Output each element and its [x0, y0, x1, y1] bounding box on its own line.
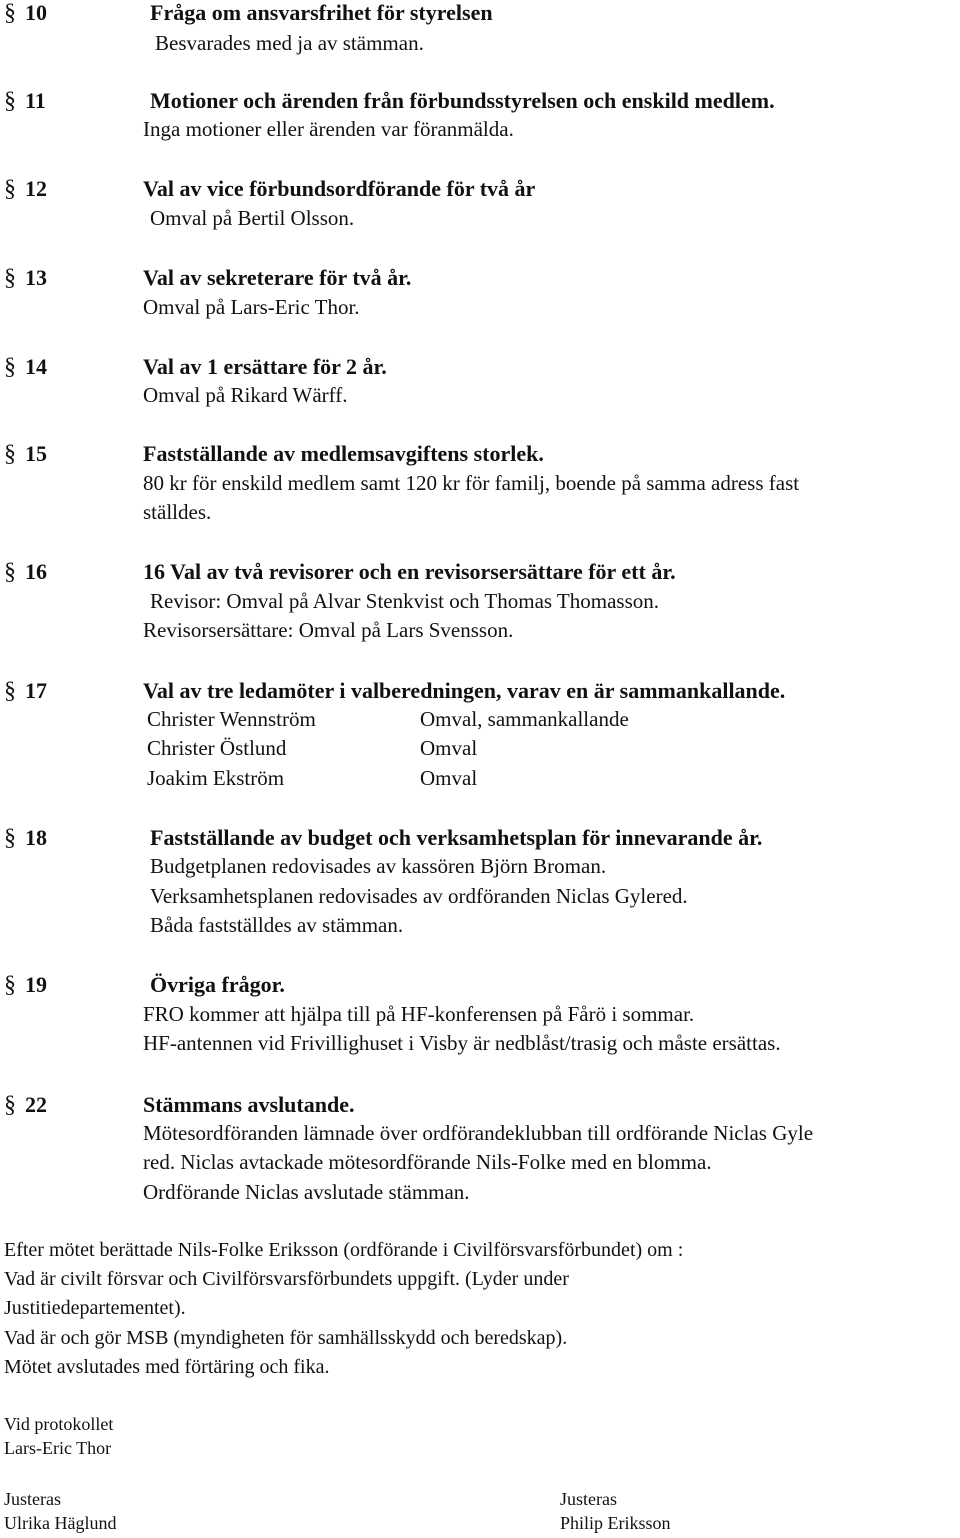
section-heading: Val av 1 ersättare för 2 år. — [143, 354, 387, 379]
closing-line: Justitiedepartementet). — [4, 1297, 186, 1319]
section-number: 10 — [25, 0, 47, 25]
section-number: 15 — [25, 441, 47, 466]
section-number: 17 — [25, 678, 47, 703]
section-heading: Stämmans avslutande. — [143, 1092, 355, 1117]
section-heading: Val av vice förbundsordförande för två år — [143, 176, 536, 201]
member-name: Christer Östlund — [147, 736, 287, 760]
section-text: Besvarades med ja av stämman. — [155, 31, 424, 55]
closing-line: Mötet avslutades med förtäring och fika. — [4, 1356, 330, 1378]
member-name: Christer Wennström — [147, 707, 316, 731]
member-result: Omval — [420, 766, 478, 790]
member-name: Joakim Ekström — [147, 766, 285, 790]
section-text: ställdes. — [143, 500, 212, 524]
section-heading: Val av tre ledamöter i valberedningen, varav en är sammankallande. — [143, 678, 786, 703]
section-heading: Övriga frågor. — [150, 972, 285, 997]
section-text: HF-antennen vid Frivillighuset i Visby är nedblåst/trasig och måste ersättas. — [143, 1031, 781, 1055]
section-text: Omval på Bertil Olsson. — [150, 206, 355, 230]
section-symbol: § — [4, 825, 16, 851]
section-number: 12 — [25, 176, 47, 201]
section-symbol: § — [4, 88, 16, 114]
section-number: 18 — [25, 825, 47, 850]
section-symbol: § — [4, 354, 16, 380]
section-symbol: § — [4, 559, 16, 585]
section-heading: 16 Val av två revisorer och en revisorsersättare för ett år. — [143, 559, 676, 584]
section-number: 16 — [25, 559, 47, 584]
section-symbol: § — [4, 678, 16, 704]
section-heading: Motioner och ärenden från förbundsstyrelsen och enskild medlem. — [150, 88, 775, 113]
section-text: Omval på Rikard Wärff. — [143, 383, 348, 407]
section-symbol: § — [4, 0, 16, 26]
protocol-label: Vid protokollet — [4, 1414, 114, 1434]
adjuster-name: Philip Eriksson — [560, 1513, 671, 1533]
section-text: Revisorsersättare: Omval på Lars Svensson. — [143, 618, 514, 642]
section-text: Revisor: Omval på Alvar Stenkvist och Thomas Thomasson. — [150, 589, 660, 613]
section-number: 13 — [25, 265, 47, 290]
member-result: Omval — [420, 736, 478, 760]
member-result: Omval, sammankallande — [420, 707, 629, 731]
section-number: 22 — [25, 1092, 47, 1117]
section-number: 14 — [25, 354, 47, 379]
closing-line: Vad är civilt försvar och Civilförsvarsförbundets uppgift. (Lyder under — [4, 1268, 569, 1290]
adjuster-name: Ulrika Häglund — [4, 1513, 117, 1533]
section-symbol: § — [4, 176, 16, 202]
section-text: Ordförande Niclas avslutade stämman. — [143, 1180, 470, 1204]
protocol-name: Lars-Eric Thor — [4, 1438, 112, 1458]
section-symbol: § — [4, 265, 16, 291]
adjuster-label: Justeras — [560, 1489, 617, 1509]
section-text: Omval på Lars-Eric Thor. — [143, 295, 360, 319]
section-heading: Fastställande av budget och verksamhetsplan för innevarande år. — [150, 825, 763, 850]
section-heading: Val av sekreterare för två år. — [143, 265, 412, 290]
section-heading: Fastställande av medlemsavgiftens storlek. — [143, 441, 544, 466]
section-number: 11 — [25, 88, 46, 113]
section-text: 80 kr för enskild medlem samt 120 kr för familj, boende på samma adress fast — [143, 471, 800, 495]
section-symbol: § — [4, 441, 16, 467]
section-symbol: § — [4, 1092, 16, 1118]
adjuster-label: Justeras — [4, 1489, 61, 1509]
section-number: 19 — [25, 972, 47, 997]
section-text: Inga motioner eller ärenden var föranmälda. — [143, 117, 514, 141]
closing-line: Vad är och gör MSB (myndigheten för samhällsskydd och beredskap). — [4, 1327, 568, 1349]
section-symbol: § — [4, 972, 16, 998]
section-text: Mötesordföranden lämnade över ordförandeklubban till ordförande Niclas Gyle — [143, 1121, 814, 1145]
closing-line: Efter mötet berättade Nils-Folke Eriksson (ordförande i Civilförsvarsförbundet) om : — [4, 1239, 684, 1261]
section-text: Verksamhetsplanen redovisades av ordföranden Niclas Gylered. — [150, 884, 688, 908]
section-text: red. Niclas avtackade mötesordförande Nils-Folke med en blomma. — [143, 1150, 712, 1174]
section-text: Budgetplanen redovisades av kassören Björn Broman. — [150, 854, 607, 878]
section-heading: Fråga om ansvarsfrihet för styrelsen — [150, 0, 493, 25]
section-text: Båda fastställdes av stämman. — [150, 913, 404, 937]
section-text: FRO kommer att hjälpa till på HF-konferensen på Fårö i sommar. — [143, 1002, 695, 1026]
